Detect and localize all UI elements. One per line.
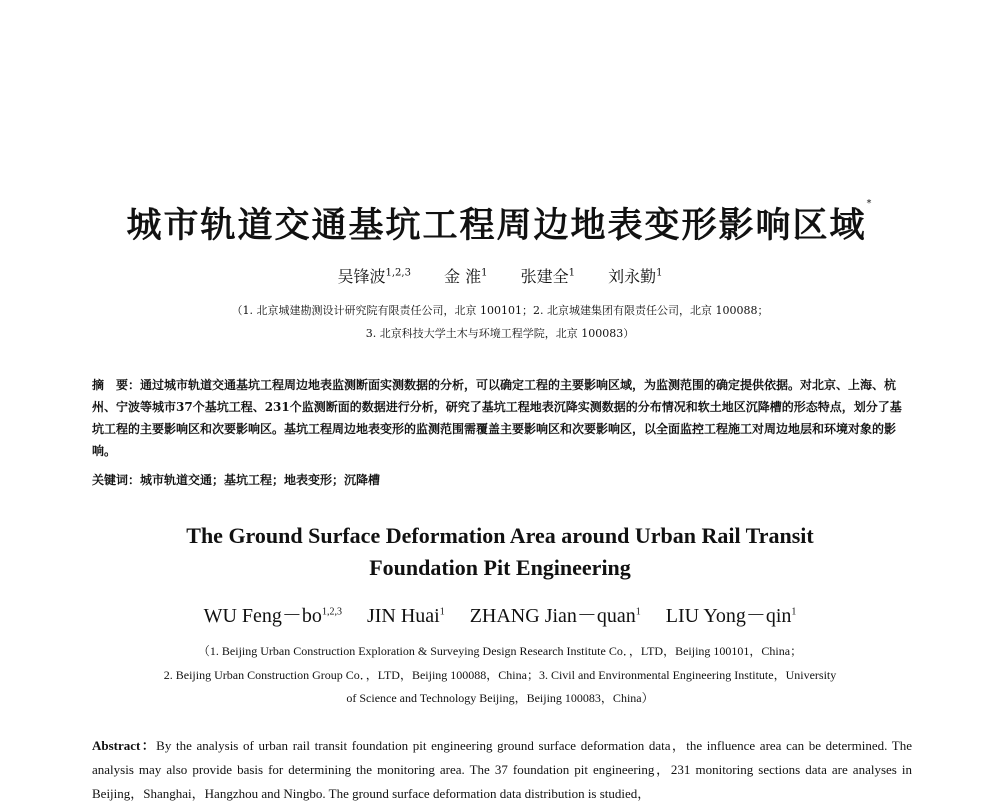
chinese-title-text: 城市轨道交通基坑工程周边地表变形影响区域 — [126, 206, 867, 246]
english-author: JIN Huai$^1$ — [366, 605, 445, 627]
chinese-keywords-label: 关键词： — [92, 473, 141, 487]
chinese-author: 吴锋波$^{1,2,3}$ — [337, 267, 411, 286]
english-title — [0, 520, 1000, 584]
english-affiliation-line: of Science and Technology Beijing，Beijing 100083，China） — [346, 691, 654, 705]
english-affiliation-line: （1. Beijing Urban Construction Exploration & Surveying Design Research Institute Co．，LTD，Beijing 100101，China； — [197, 644, 803, 658]
chinese-keywords-text: 城市轨道交通；基坑工程；地表变形；沉降槽 — [140, 473, 381, 487]
chinese-authors — [0, 264, 1000, 287]
chinese-keywords — [92, 471, 912, 488]
chinese-title — [0, 198, 1000, 248]
chinese-author: 张建全$^1$ — [520, 267, 576, 286]
english-title-line: Foundation Pit Engineering — [369, 555, 631, 580]
english-affiliation-line: 2. Beijing Urban Construction Group Co．，LTD，Beijing 100088，China；3. Civil and Environmental Engineering Institute，University — [163, 668, 837, 682]
english-abstract — [92, 734, 912, 806]
english-authors — [0, 599, 1000, 628]
english-title-line: The Ground Surface Deformation Area around Urban Rail Transit — [186, 523, 814, 548]
english-author: ZHANG Jian－quan$^1$ — [469, 605, 641, 627]
chinese-abstract-text: 通过城市轨道交通基坑工程周边地表监测断面实测数据的分析，可以确定工程的主要影响区域，为监测范围的确定提供依据。对北京、上海、杭州、宁波等城市37个基坑工程、231个监测断面的数据进行分析，研究了基坑工程地表沉降实测数据的分布情况和软土地区沉降槽的形态特点，划分了基坑工程的主要影响区和次要影响区。基坑工程周边地表变形的监测范围需覆盖主要影响区和次要影响区，以全面监控工程施工对周边地层和环境对象的影响。 — [92, 378, 902, 458]
english-author: LIU Yong－qin$^1$ — [665, 605, 797, 627]
chinese-author: 刘永勤$^1$ — [608, 267, 663, 286]
chinese-abstract-label: 摘 要： — [92, 378, 141, 392]
chinese-abstract — [92, 374, 912, 462]
chinese-affiliation-line: 3. 北京科技大学土木与环境工程学院，北京 100083） — [365, 327, 635, 340]
chinese-author: 金 淮$^1$ — [444, 267, 488, 286]
chinese-affiliation-line: （1. 北京城建勘测设计研究院有限责任公司，北京 100101；2. 北京城建集团有限责任公司，北京 100088； — [231, 304, 769, 317]
english-abstract-text: By the analysis of urban rail transit foundation pit engineering ground surface deformation data，the influence area can be determined. The analysis may also provide basis for determining the monitoring area. The 37 foundation pit engineering，231 monitoring sections data are analyses in Beijing，Shanghai，Hangzhou and Ningbo. The ground surface deformation data distribution is studied， — [92, 738, 912, 801]
title-footnote-mark: * — [866, 198, 874, 209]
english-author: WU Feng－bo$^{1,2,3}$ — [203, 605, 342, 627]
english-abstract-label: Abstract： — [92, 738, 157, 753]
